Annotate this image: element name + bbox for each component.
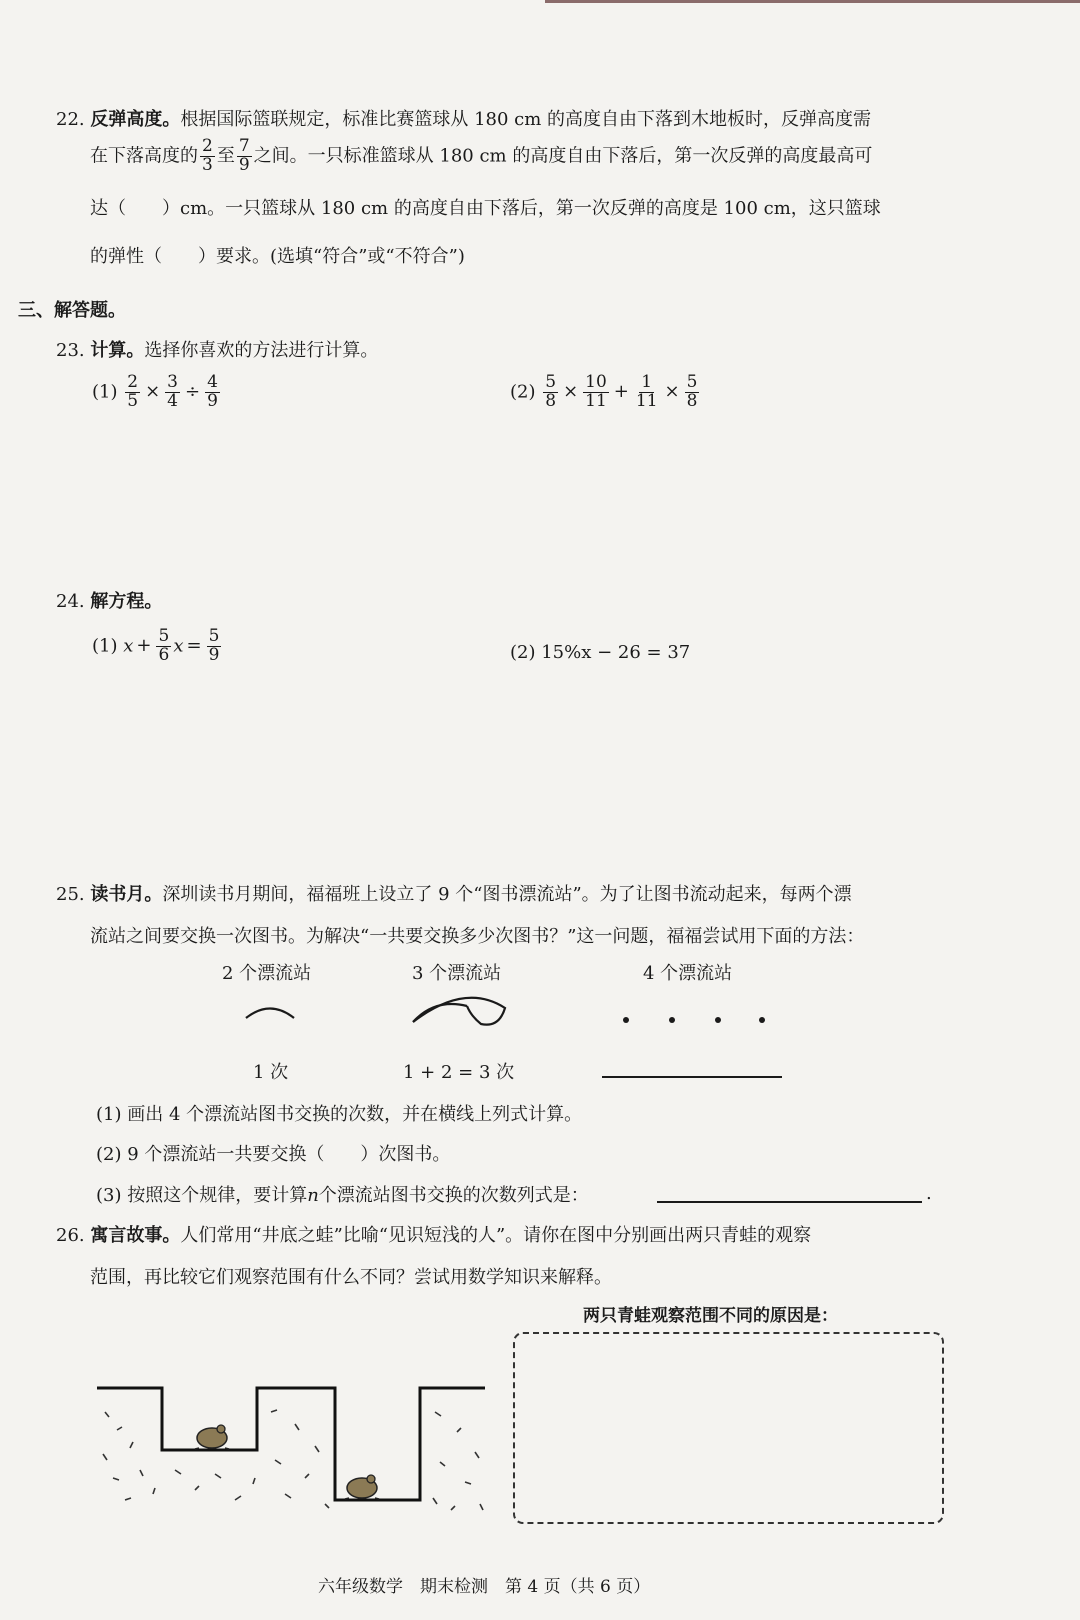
exchange-arc bbox=[413, 998, 505, 1025]
numerator: 5 bbox=[686, 372, 698, 392]
problem-label: (1) bbox=[92, 635, 118, 657]
fraction bbox=[543, 374, 558, 411]
q25-text-1: 深圳读书月期间，福福班上设立了 9 个“图书漂流站”。为了让图书流动起来，每两个漂 bbox=[162, 884, 852, 905]
fraction bbox=[125, 374, 140, 411]
label-2-stations: 2 个漂流站 bbox=[222, 963, 312, 984]
denominator: 9 bbox=[207, 390, 218, 411]
station-dot bbox=[715, 1017, 721, 1023]
frog-icon bbox=[345, 1475, 379, 1499]
answer-line-formula[interactable] bbox=[657, 1201, 922, 1203]
problem-label: (2) bbox=[510, 642, 536, 663]
q26-line-1 bbox=[56, 1221, 811, 1247]
count-2-stations: 1 次 bbox=[253, 1062, 289, 1083]
period: . bbox=[926, 1183, 932, 1204]
q25-sub-3 bbox=[96, 1181, 589, 1207]
arc-diagram-3-stations bbox=[405, 990, 515, 1035]
q22-text-1: 根据国际篮联规定，标准比赛篮球从 180 cm 的高度自由下落到木地板时，反弹高度需 bbox=[180, 109, 872, 130]
operator: × bbox=[664, 381, 680, 403]
top-edge-line bbox=[545, 0, 1080, 3]
sub3-text-b: 个漂流站图书交换的次数列式是： bbox=[318, 1185, 589, 1206]
q24-problem-2 bbox=[510, 642, 690, 663]
answer-box[interactable] bbox=[513, 1332, 944, 1524]
q25-sub-2: (2) 9 个漂流站一共要交换（ ）次图书。 bbox=[96, 1144, 451, 1165]
denominator: 6 bbox=[158, 644, 170, 665]
variable-n: n bbox=[307, 1185, 319, 1206]
numerator: 7 bbox=[238, 136, 250, 156]
answer-box-title: 两只青蛙观察范围不同的原因是： bbox=[583, 1306, 838, 1326]
q22-line-2 bbox=[90, 138, 872, 175]
well-outline bbox=[97, 1388, 485, 1500]
q22-text-2c: 之间。一只标准篮球从 180 cm 的高度自由下落后，第一次反弹的高度最高可 bbox=[253, 145, 873, 167]
numerator: 1 bbox=[641, 372, 653, 392]
q22-line-3: 达（ ）cm。一只篮球从 180 cm 的高度自由下落后，第一次反弹的高度是 100 cm，这只篮球 bbox=[90, 198, 881, 219]
q26-title: 寓言故事。 bbox=[90, 1225, 181, 1246]
numerator: 3 bbox=[167, 372, 178, 392]
numerator: 2 bbox=[127, 372, 139, 392]
q25-line-1 bbox=[56, 880, 852, 906]
numerator: 5 bbox=[158, 626, 170, 646]
operator: = bbox=[186, 635, 202, 657]
fraction bbox=[156, 628, 171, 665]
equation: 15%x − 26 = 37 bbox=[541, 642, 691, 663]
numerator: 5 bbox=[545, 372, 557, 392]
label-3-stations: 3 个漂流站 bbox=[412, 963, 502, 984]
variable-x: x bbox=[123, 635, 134, 657]
wells-illustration bbox=[95, 1382, 490, 1522]
q26-text-1: 人们常用“井底之蛙”比喻“见识短浅的人”。请你在图中分别画出两只青蛙的观察 bbox=[180, 1225, 812, 1246]
problem-label: (2) bbox=[510, 381, 536, 403]
numerator: 10 bbox=[585, 372, 607, 392]
q23-desc: 选择你喜欢的方法进行计算。 bbox=[144, 340, 379, 361]
fraction bbox=[634, 374, 660, 411]
fraction bbox=[205, 374, 220, 411]
exchange-arc bbox=[413, 1004, 467, 1022]
q22-text-2a: 在下落高度的 bbox=[90, 145, 198, 167]
denominator: 9 bbox=[238, 154, 250, 175]
q24-problem-1 bbox=[92, 628, 223, 665]
q25-line-2: 流站之间要交换一次图书。为解决“一共要交换多少次图书？”这一问题，福福尝试用下面的方法： bbox=[90, 926, 865, 947]
q26-number: 26. bbox=[56, 1225, 85, 1246]
fraction bbox=[685, 374, 700, 411]
denominator: 8 bbox=[686, 390, 698, 411]
q25-title: 读书月。 bbox=[90, 884, 163, 905]
station-dot bbox=[759, 1017, 765, 1023]
count-3-stations: 1 + 2 = 3 次 bbox=[403, 1062, 515, 1083]
q22-text-2b: 至 bbox=[216, 145, 235, 167]
dots-4-stations bbox=[610, 1010, 780, 1030]
q24-number: 24. bbox=[56, 591, 85, 612]
fraction-seven-ninths bbox=[237, 138, 252, 175]
variable-x: x bbox=[173, 635, 184, 657]
q22-title: 反弹高度。 bbox=[90, 109, 181, 130]
operator: × bbox=[563, 381, 579, 403]
numerator: 5 bbox=[208, 626, 220, 646]
q24-title: 解方程。 bbox=[90, 591, 163, 612]
answer-line-4-stations[interactable] bbox=[602, 1076, 782, 1078]
q25-sub-1: (1) 画出 4 个漂流站图书交换的次数，并在横线上列式计算。 bbox=[96, 1104, 583, 1125]
q23-number: 23. bbox=[56, 340, 85, 361]
ground-texture bbox=[103, 1410, 483, 1510]
fraction-two-thirds bbox=[200, 138, 215, 175]
q22-line-4: 的弹性（ ）要求。(选填“符合”或“不符合”) bbox=[90, 246, 465, 267]
numerator: 4 bbox=[207, 372, 218, 392]
q26-line-2: 范围，再比较它们观察范围有什么不同？尝试用数学知识来解释。 bbox=[90, 1267, 612, 1288]
arc-diagram-2-stations bbox=[230, 995, 310, 1030]
operator: ÷ bbox=[184, 381, 201, 403]
q22-line-1 bbox=[56, 105, 871, 131]
denominator: 11 bbox=[635, 390, 658, 411]
q23-problem-2 bbox=[510, 374, 701, 411]
exchange-arc bbox=[246, 1009, 294, 1019]
denominator: 5 bbox=[127, 390, 139, 411]
q22-number: 22. bbox=[56, 109, 85, 130]
operator: × bbox=[145, 381, 161, 403]
label-4-stations: 4 个漂流站 bbox=[643, 963, 733, 984]
denominator: 11 bbox=[585, 390, 607, 411]
fraction bbox=[207, 628, 222, 665]
sub3-text-a: (3) 按照这个规律，要计算 bbox=[96, 1185, 308, 1206]
frog-icon bbox=[195, 1425, 229, 1449]
operator: + bbox=[136, 635, 152, 657]
problem-label: (1) bbox=[92, 381, 118, 403]
denominator: 3 bbox=[202, 154, 213, 175]
denominator: 9 bbox=[208, 644, 220, 665]
page-footer: 六年级数学 期末检测 第 4 页（共 6 页） bbox=[318, 1577, 651, 1597]
q24-line bbox=[56, 587, 162, 613]
q23-line bbox=[56, 336, 378, 362]
station-dot bbox=[669, 1017, 675, 1023]
fraction bbox=[165, 374, 180, 411]
section-title: 三、解答题。 bbox=[18, 300, 126, 321]
q25-number: 25. bbox=[56, 884, 85, 905]
operator: + bbox=[613, 381, 629, 403]
q23-problem-1 bbox=[92, 374, 222, 411]
denominator: 4 bbox=[167, 390, 178, 411]
station-dot bbox=[623, 1017, 629, 1023]
q23-title: 计算。 bbox=[90, 340, 145, 361]
fraction bbox=[583, 374, 609, 411]
numerator: 2 bbox=[202, 136, 213, 156]
denominator: 8 bbox=[545, 390, 557, 411]
